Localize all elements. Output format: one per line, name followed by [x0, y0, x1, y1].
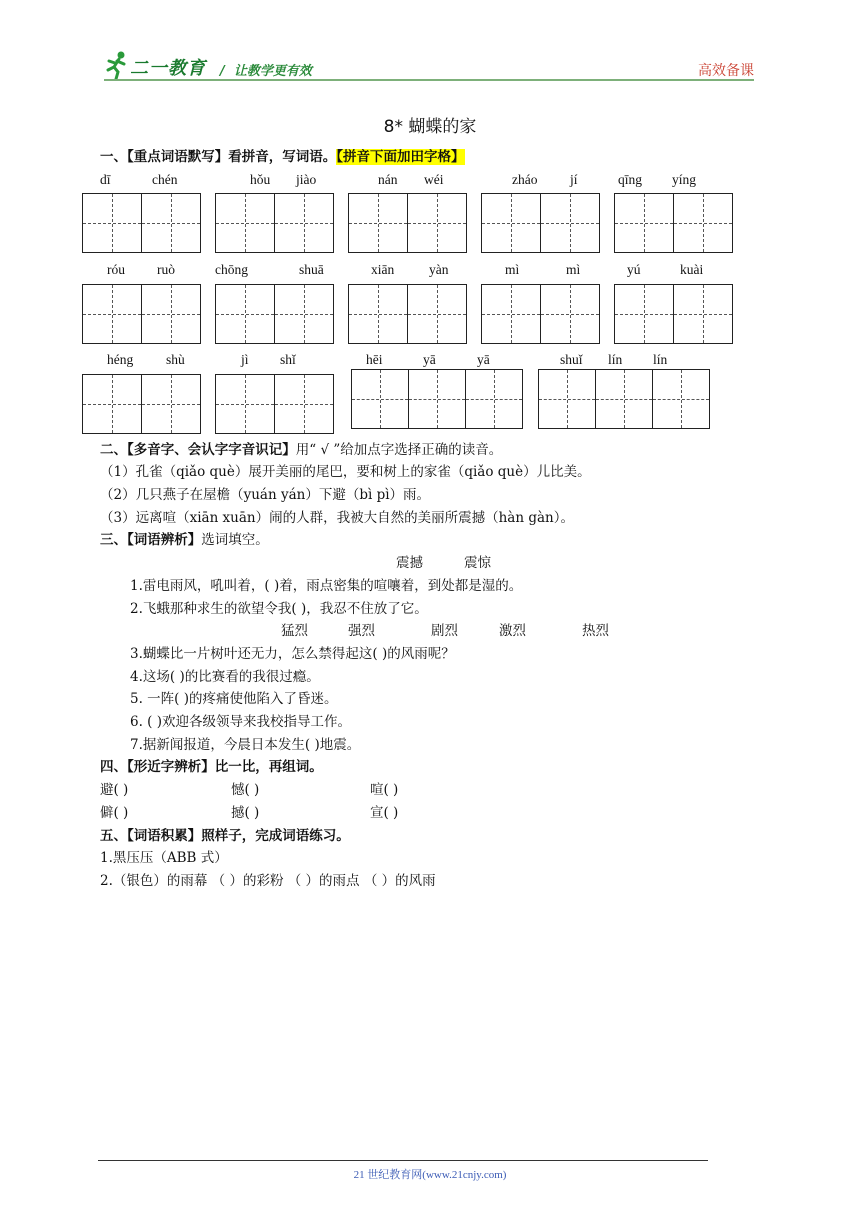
- pinyin: yú: [627, 262, 641, 277]
- slogan: [220, 60, 312, 79]
- pinyin: shù: [166, 352, 185, 367]
- section2-heading-label: 二、【多音字、会认字字音识记】: [100, 442, 296, 458]
- pinyin: zháo: [512, 172, 538, 187]
- section4-heading: 四、【形近字辨析】比一比，再组词。: [100, 759, 323, 775]
- section3-heading: [100, 531, 269, 549]
- writing-grid[interactable]: [82, 193, 201, 253]
- section5-item: 1.黑压压（ABB 式）: [100, 850, 228, 866]
- section1-heading: [100, 148, 465, 166]
- section1-heading-text: 一、【重点词语默写】看拼音，写词语。: [100, 149, 337, 165]
- writing-grid[interactable]: [82, 284, 201, 344]
- writing-grid[interactable]: [215, 284, 334, 344]
- sentence: 1.雷电雨风，吼叫着，( )着，雨点密集的喧嚷着，到处都是湿的。: [130, 578, 523, 594]
- pinyin: róu: [107, 262, 125, 277]
- sentence: 7.据新闻报道，今晨日本发生( )地震。: [130, 737, 361, 753]
- pinyin: hēi: [366, 352, 383, 367]
- char-pair: 避( ): [100, 782, 129, 798]
- page-title: 8* 蝴蝶的家: [383, 117, 477, 137]
- writing-grid[interactable]: [538, 369, 710, 429]
- section3-heading-instruction: 选词填空。: [201, 532, 269, 548]
- char-pair: 僻( ): [100, 805, 129, 821]
- sentence: 4.这场( )的比赛看的我很过瘾。: [130, 669, 320, 685]
- pinyin: shǐ: [280, 352, 296, 367]
- writing-grid[interactable]: [215, 193, 334, 253]
- sentence: 6. ( )欢迎各级领导来我校指导工作。: [130, 714, 351, 730]
- pinyin: lín: [608, 352, 623, 367]
- section5-heading: 五、【词语积累】照样子，完成词语练习。: [100, 828, 350, 844]
- pinyin: mì: [566, 262, 581, 277]
- char-pair: 宣( ): [370, 805, 399, 821]
- section2-item: （1）孔雀（qiǎo què）展开美丽的尾巴，要和树上的家雀（qiǎo què）儿比美。: [100, 464, 591, 480]
- word-option: 强烈: [348, 623, 375, 639]
- writing-grid[interactable]: [215, 374, 334, 434]
- pinyin: chōng: [215, 262, 248, 277]
- writing-grid[interactable]: [348, 193, 467, 253]
- section2-heading-instruction: 用“ √ ”给加点字选择正确的读音。: [295, 442, 503, 458]
- pinyin: ruò: [157, 262, 175, 277]
- pinyin: jí: [570, 172, 578, 187]
- footer-text: 21 世纪教育网(www.21cnjy.com): [353, 1169, 507, 1181]
- writing-grid[interactable]: [82, 374, 201, 434]
- char-pair: 撼( ): [231, 805, 260, 821]
- pinyin: wéi: [424, 172, 444, 187]
- section5-item: 2.（银色）的雨幕 （ ）的彩粉 （ ）的雨点 （ ）的风雨: [100, 873, 436, 889]
- pinyin: yàn: [429, 262, 449, 277]
- word-option: 激烈: [499, 623, 526, 639]
- pinyin: jiào: [296, 172, 317, 187]
- pinyin: shuā: [299, 262, 324, 277]
- pinyin: xiān: [371, 262, 395, 277]
- pinyin: shuǐ: [560, 352, 583, 367]
- tagline: 高效备课: [698, 63, 754, 79]
- pinyin: lín: [653, 352, 668, 367]
- writing-grid[interactable]: [481, 193, 600, 253]
- pinyin: héng: [107, 352, 134, 367]
- pinyin: chén: [152, 172, 178, 187]
- writing-grid[interactable]: [481, 284, 600, 344]
- writing-grid[interactable]: [614, 193, 733, 253]
- runner-icon: [104, 50, 130, 80]
- sentence: 5. 一阵( )的疼痛使他陷入了昏迷。: [130, 691, 338, 707]
- pinyin: yíng: [672, 172, 697, 187]
- word-option: 剧烈: [431, 623, 458, 639]
- section1-note: 【拼音下面加田字格】: [336, 149, 465, 165]
- pinyin: qīng: [618, 172, 643, 187]
- logo: [104, 50, 224, 82]
- header-divider: [104, 79, 754, 81]
- word-option: 震撼: [396, 555, 423, 571]
- word-option: 震惊: [464, 555, 491, 571]
- section2-item: （2）几只燕子在屋檐（yuán yán）下避（bì pì）雨。: [100, 487, 431, 503]
- sentence: 2.飞蛾那种求生的欲望令我( )，我忍不住放了它。: [130, 601, 428, 617]
- section3-heading-label: 三、【词语辨析】: [100, 532, 202, 548]
- pinyin: kuài: [680, 262, 704, 277]
- char-pair: 憾( ): [231, 782, 260, 798]
- sentence: 3.蝴蝶比一片树叶还无力，怎么禁得起这( )的风雨呢？: [130, 646, 455, 662]
- char-pair: 喧( ): [370, 782, 399, 798]
- word-option: 猛烈: [281, 623, 308, 639]
- word-option: 热烈: [582, 623, 609, 639]
- pinyin: hǒu: [250, 172, 271, 187]
- pinyin: yā: [477, 352, 490, 367]
- pinyin: dī: [100, 172, 111, 187]
- pinyin: nán: [378, 172, 398, 187]
- pinyin: yā: [423, 352, 436, 367]
- writing-grid[interactable]: [614, 284, 733, 344]
- section2-heading: [100, 441, 502, 459]
- writing-grid[interactable]: [348, 284, 467, 344]
- pinyin: mì: [505, 262, 520, 277]
- slogan-text: 让教学更有效: [233, 64, 312, 79]
- footer-divider: [98, 1160, 708, 1161]
- logo-text: 二一教育: [130, 58, 206, 79]
- writing-grid[interactable]: [351, 369, 523, 429]
- section2-item: （3）远离喧（xiān xuān）闹的人群，我被大自然的美丽所震撼（hàn gàn）。: [100, 510, 574, 526]
- pinyin: jì: [241, 352, 249, 367]
- slogan-separator: /: [220, 64, 225, 79]
